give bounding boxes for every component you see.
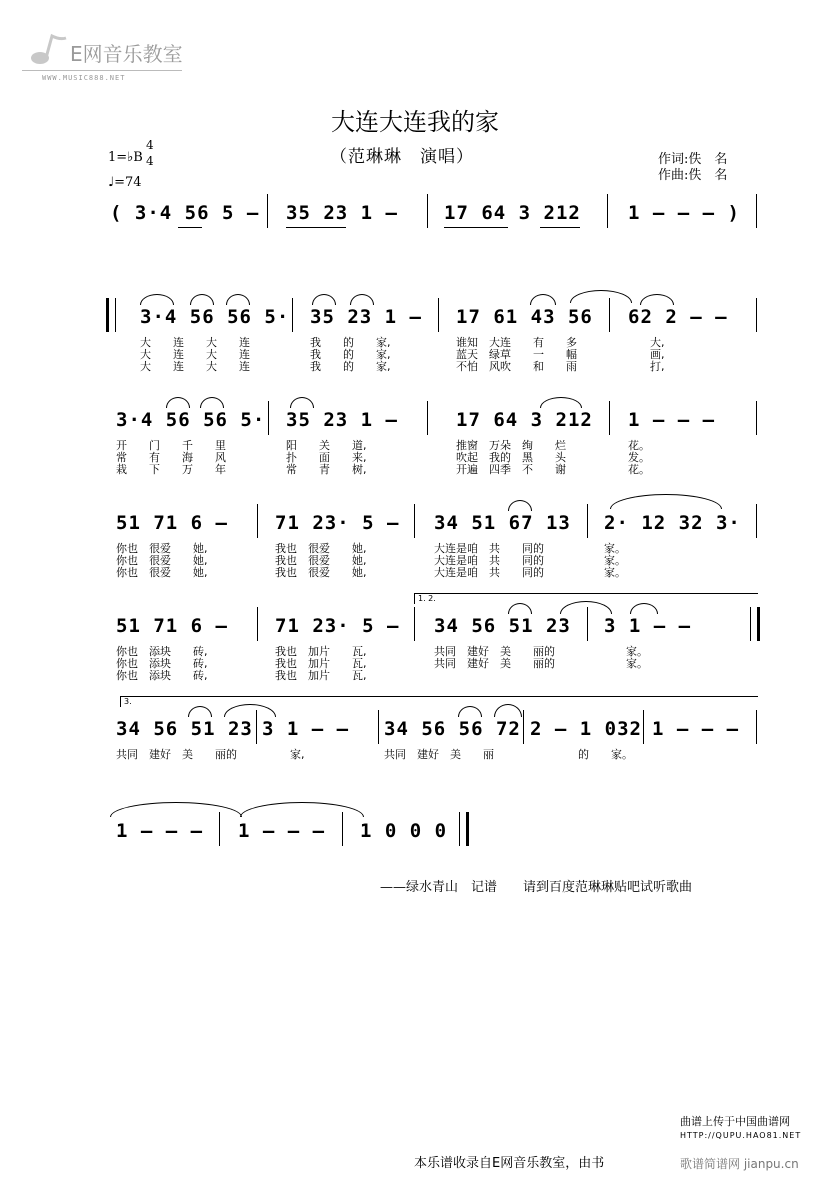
slur <box>540 397 582 408</box>
slur <box>240 802 364 817</box>
lyric: 扑 面 来, <box>286 451 367 464</box>
upload-stamp <box>680 1115 801 1142</box>
bar-line <box>609 401 610 435</box>
measure: 17 64 3 212 <box>444 202 581 224</box>
slur <box>166 397 190 408</box>
lyric: 栽 下 万 年 <box>116 463 226 476</box>
lyric: 开 门 千 里 <box>116 439 226 452</box>
measure: 1 – – – ) <box>628 202 740 224</box>
lyric: 画, <box>650 348 665 361</box>
lyric: 家。 <box>604 566 626 579</box>
lyric: 大连是咱 共 同的 <box>434 566 544 579</box>
measure: 3 1 – – <box>604 615 692 637</box>
measure: 71 23· 5 – <box>275 512 400 534</box>
slur <box>508 603 532 614</box>
repeat-start <box>106 298 116 332</box>
lyric: 常 青 树, <box>286 463 367 476</box>
lyric: 我也 加片 瓦, <box>275 669 367 682</box>
bar-line <box>257 607 258 641</box>
lyric: 家。 <box>626 657 648 670</box>
lyric: 我也 很爱 她, <box>275 566 367 579</box>
measure: 34 56 51 23 <box>116 718 253 740</box>
slur <box>610 494 722 509</box>
bar-line <box>342 812 343 846</box>
measure: 3 1 – – <box>262 718 350 740</box>
lyric: 蓝天 绿草 一 幅 <box>456 348 577 361</box>
bar-line <box>414 607 415 641</box>
watermark-logo <box>22 30 202 90</box>
measure: 1 – – – <box>652 718 740 740</box>
slur <box>140 294 174 305</box>
key-label: 1=♭B <box>108 150 143 165</box>
lyric: 家, <box>290 748 305 761</box>
lyric: 我也 很爱 她, <box>275 542 367 555</box>
meter-bottom: 4 <box>146 154 154 168</box>
upload-stamp-line1: 曲谱上传于中国曲谱网 <box>680 1115 790 1128</box>
bar-line <box>756 194 757 228</box>
lyric: 你也 很爱 她, <box>116 554 208 567</box>
measure: 51 71 6 – <box>116 512 228 534</box>
watermark-divider <box>22 70 182 71</box>
slur <box>110 802 242 817</box>
watermark-brand: E网音乐教室 <box>70 42 183 66</box>
measure: 1 – – – <box>628 409 716 431</box>
bar-line <box>219 812 220 846</box>
final-bar-line <box>459 812 469 846</box>
slur <box>458 706 482 717</box>
lyric: 家。 <box>604 542 626 555</box>
music-note-logo-icon <box>26 32 70 68</box>
lyric: 发。 <box>628 451 650 464</box>
measure: 1 – – – <box>116 820 204 842</box>
lyric: 我 的 家, <box>310 336 391 349</box>
lyric: 花。 <box>628 439 650 452</box>
site-watermark: 歌谱简谱网 jianpu.cn <box>680 1157 799 1171</box>
measure: 2 – 1 032 <box>530 718 642 740</box>
measure: 34 56 56 72 <box>384 718 521 740</box>
measure: 3·4 56 56 5· <box>116 409 266 431</box>
lyric: 大连是咱 共 同的 <box>434 554 544 567</box>
lyricist-credit: 作词:佚 名 <box>658 152 728 167</box>
measure: 34 56 51 23 <box>434 615 571 637</box>
bar-line <box>756 401 757 435</box>
lyric: 我也 加片 瓦, <box>275 645 367 658</box>
lyric: 推窗 万朵 绚 烂 <box>456 439 566 452</box>
tempo-mark: ♩=74 <box>108 175 142 190</box>
lyric: 谁知 大连 有 多 <box>456 336 577 349</box>
transcriber-note: ——绿水青山 记谱 请到百度范琳琳贴吧试听歌曲 <box>380 880 693 895</box>
lyric: 共同 建好 美 丽的 <box>434 645 555 658</box>
measure: 3·4 56 56 5· <box>140 306 290 328</box>
bar-line <box>292 298 293 332</box>
slur <box>640 294 674 305</box>
composer-credit: 作曲:佚 名 <box>658 168 728 183</box>
lyric: 吹起 我的 黑 头 <box>456 451 566 464</box>
bar-line <box>587 504 588 538</box>
measure: 35 23 1 – <box>286 202 398 224</box>
measure: 2· 12 32 3· <box>604 512 741 534</box>
measure: 1 0 0 0 <box>360 820 448 842</box>
bar-line <box>587 607 588 641</box>
lyric: 你也 很爱 她, <box>116 566 208 579</box>
bar-line <box>756 504 757 538</box>
bar-line <box>257 504 258 538</box>
measure: 17 61 43 56 <box>456 306 593 328</box>
slur <box>190 294 214 305</box>
measure: 71 23· 5 – <box>275 615 400 637</box>
performer: （范琳琳 演唱） <box>330 147 474 167</box>
repeat-end <box>750 607 760 641</box>
lyric: 大 连 大 连 <box>140 360 250 373</box>
measure: 17 64 3 212 <box>456 409 593 431</box>
lyric: 共同 建好 美 丽 <box>384 748 494 761</box>
lyric: 家。 <box>604 554 626 567</box>
lyric: 打, <box>650 360 665 373</box>
volta-3: 3. <box>120 696 758 707</box>
lyric: 你也 添块 砖, <box>116 657 208 670</box>
bar-line <box>256 710 257 744</box>
measure: 1 – – – <box>238 820 326 842</box>
beam <box>540 227 580 228</box>
lyric: 开遍 四季 不 谢 <box>456 463 566 476</box>
bar-line <box>756 710 757 744</box>
bar-line <box>268 401 269 435</box>
bar-line <box>427 194 428 228</box>
lyric: 不怕 风吹 和 雨 <box>456 360 577 373</box>
measure: 35 23 1 – <box>310 306 422 328</box>
slur <box>226 294 250 305</box>
bar-line <box>378 710 379 744</box>
slur <box>630 603 658 614</box>
beam <box>286 227 346 228</box>
slur <box>350 294 374 305</box>
lyric: 你也 添块 砖, <box>116 645 208 658</box>
lyric: 的 家。 <box>578 748 633 761</box>
slur <box>200 397 224 408</box>
lyric: 大 连 大 连 <box>140 336 250 349</box>
watermark-url: WWW.MUSIC888.NET <box>42 74 126 82</box>
measure: 51 71 6 – <box>116 615 228 637</box>
bar-line <box>427 401 428 435</box>
measure: 62 2 – – <box>628 306 728 328</box>
slur <box>530 294 556 305</box>
measure: 34 51 67 13 <box>434 512 571 534</box>
bar-line <box>756 298 757 332</box>
bar-line <box>609 298 610 332</box>
lyric: 我也 加片 瓦, <box>275 657 367 670</box>
lyric: 共同 建好 美 丽的 <box>434 657 555 670</box>
lyric: 我 的 家, <box>310 360 391 373</box>
source-note: 本乐谱收录自E网音乐教室，由书 <box>414 1156 605 1171</box>
meter-top: 4 <box>146 138 154 152</box>
slur <box>312 294 336 305</box>
lyric: 大 连 大 连 <box>140 348 250 361</box>
lyric: 阳 关 道, <box>286 439 367 452</box>
key-signature <box>108 138 154 168</box>
slur <box>570 290 632 303</box>
bar-line <box>438 298 439 332</box>
lyric: 你也 很爱 她, <box>116 542 208 555</box>
lyric: 我也 很爱 她, <box>275 554 367 567</box>
upload-stamp-url: HTTP://QUPU.HAO81.NET <box>680 1131 802 1140</box>
slur <box>290 397 314 408</box>
measure: 35 23 1 – <box>286 409 398 431</box>
bar-line <box>643 710 644 744</box>
lyric: 大连是咱 共 同的 <box>434 542 544 555</box>
bar-line <box>414 504 415 538</box>
bar-line <box>523 710 524 744</box>
lyric: 花。 <box>628 463 650 476</box>
lyric: 家。 <box>626 645 648 658</box>
lyric: 大, <box>650 336 665 349</box>
bar-line <box>607 194 608 228</box>
lyric: 你也 添块 砖, <box>116 669 208 682</box>
song-title: 大连大连我的家 <box>331 108 499 136</box>
beam <box>178 227 202 228</box>
slur <box>508 500 532 511</box>
lyric: 常 有 海 风 <box>116 451 226 464</box>
lyric: 共同 建好 美 丽的 <box>116 748 237 761</box>
measure: ( 3·4 56 5 – <box>110 202 260 224</box>
bar-line <box>267 194 268 228</box>
slur <box>188 706 212 717</box>
beam <box>444 227 508 228</box>
lyric: 我 的 家, <box>310 348 391 361</box>
volta-1-2: 1. 2. <box>414 593 758 604</box>
